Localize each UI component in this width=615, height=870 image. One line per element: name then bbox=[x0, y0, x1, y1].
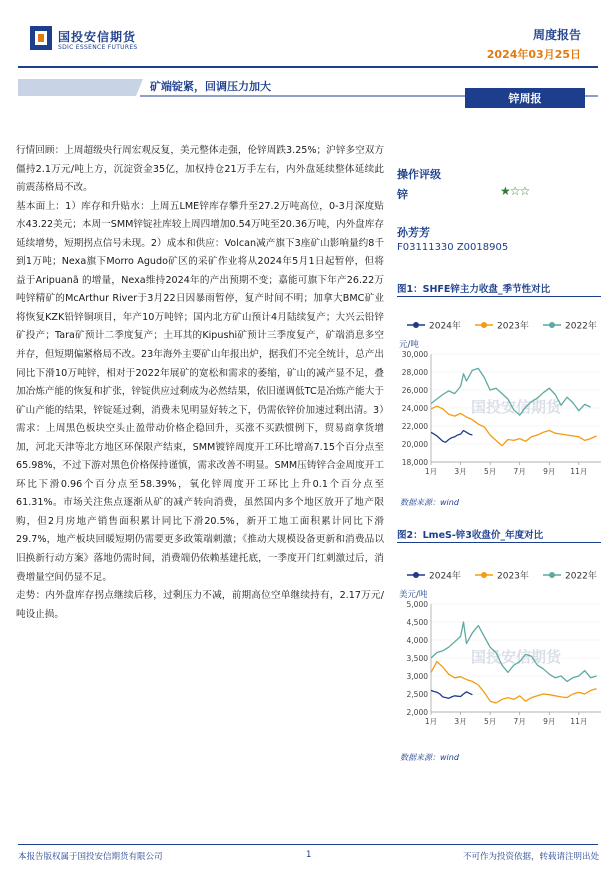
legend-label: 2024年 bbox=[429, 571, 461, 582]
chart2-title-rule bbox=[397, 542, 601, 543]
rating-item: 锌 bbox=[397, 188, 408, 201]
paragraph-trend: 走势：内外盘库存拐点继续后移，过剩压力不减，前期高位空单继续持有，2.17万元/吨设止损。 bbox=[16, 590, 384, 620]
star-filled-icon: ★ bbox=[500, 184, 510, 198]
watermark: 国投安信期货 bbox=[470, 398, 562, 416]
logo-name-en: SDIC ESSENCE FUTURES bbox=[58, 44, 138, 51]
legend-marker bbox=[481, 322, 487, 328]
y-tick-label: 3,000 bbox=[406, 672, 428, 681]
y-tick-label: 18,000 bbox=[401, 458, 428, 467]
analyst-name: 孙芳芳 bbox=[397, 226, 430, 239]
footer-disclaimer: 不可作为投资依据，转载请注明出处 bbox=[462, 852, 599, 862]
logo-mark-icon bbox=[30, 26, 52, 50]
star-empty-icon: ☆ bbox=[509, 184, 520, 198]
rating-stars bbox=[500, 184, 529, 198]
footer-divider bbox=[18, 844, 598, 845]
x-tick-label: 7月 bbox=[513, 467, 526, 476]
legend-label: 2023年 bbox=[497, 321, 529, 332]
y-tick-label: 4,500 bbox=[406, 618, 428, 627]
x-tick-label: 3月 bbox=[454, 717, 467, 726]
x-tick-label: 3月 bbox=[454, 467, 467, 476]
star-empty-icon: ☆ bbox=[519, 184, 530, 198]
chart1-source: 数据来源：wind bbox=[400, 498, 459, 507]
x-tick-label: 7月 bbox=[513, 717, 526, 726]
chart2-svg bbox=[397, 562, 609, 740]
y-tick-label: 30,000 bbox=[401, 350, 428, 359]
y-tick-label: 2,000 bbox=[406, 708, 428, 717]
legend-label: 2023年 bbox=[497, 571, 529, 582]
header-divider bbox=[18, 66, 598, 68]
x-tick-label: 11月 bbox=[570, 467, 588, 476]
rating-title: 操作评级 bbox=[397, 168, 441, 181]
y-tick-label: 4,000 bbox=[406, 636, 428, 645]
legend-label: 2022年 bbox=[565, 571, 597, 582]
legend-label: 2022年 bbox=[565, 321, 597, 332]
paragraph-fundamentals: 基本面上：1）库存和升贴水：上周五LME锌库存攀升至27.2万吨高位，0-3月深度贴水43.22美元；本周一SMM锌锭社库较上周四增加0.54万吨至20.36万吨，内外盘库存延续增势，短期拐点信号未现。2）成本和供应：Volcan减产旗下3座矿山影响量约8千到1万吨；Nexa旗下Morro Agudo矿区的采矿作业将从2024年5月1日起暂停，但将益于Aripuanã 的增量，Nexa维持2024年的产出预期不变；嘉能可旗下年产26.22万吨锌精矿的McArthur River于3月22日因暴雨暂停，复产时间不明；加拿大BMC矿业将恢复KZK铅锌铜项目，年产10万吨锌；国内北方矿山预计4月陆续复产；大兴云铅锌矿投产；Tara矿预计二季度复产；土耳其的Kipushi矿预计三季度复产，矿端消息多空并存，但短期偏紧格局不改。23年海外主要矿山年报出炉，据我们不完全统计，总产出同比下滑10万吨锌，相对于2022年展矿的宽松和需求的萎缩，矿山的减产显不足，叠加冶炼产能的恢复和扩张，锌锭供应过剩成为必然结果，依旧谨调低TC是冶炼产能大于矿山产能的结果，锌锭延过剩，消费未见明显好转之下，仍需依锌价加速过剩出清。3）需求：上周黑色板块空头止盈带动价格企稳回升，买涨不买跌惯例下，贸易商拿货增加，河北天津等北方地区环保限产结束，SMM镀锌周度开工环比增高7.15个百分点至65.98%，不过下游对黑色价格保持谨慎，需求改善不明显。SMM压铸锌合金周度开工环比下滑0.96个百分点至58.39%，氧化锌周度开工环比上升0.1个百分点至61.31%。市场关注焦点逐渐从矿的减产转向消费，虽然国内多个地区放开了地产限购，但2月房地产销售面积累计同比下滑20.5%，新开工地工面积累计同比下滑29.7%，地产板块回暖短期仍需要更多政策端刺激；《推动大规模设备更新和消费品以旧换新行动方案》落地仍需时间，消费端仍依赖基建托底，一季度开门红刺激过后，消费增量空间仍显不足。 bbox=[16, 200, 384, 583]
legend-marker bbox=[549, 572, 555, 578]
x-tick-label: 11月 bbox=[570, 717, 588, 726]
y-axis-unit: 元/吨 bbox=[399, 340, 419, 350]
x-tick-label: 9月 bbox=[543, 467, 556, 476]
chart2-title: 图2：LmeS-锌3收盘价_年度对比 bbox=[397, 530, 544, 541]
logo-name-cn: 国投安信期货 bbox=[58, 30, 137, 44]
y-tick-label: 3,500 bbox=[406, 654, 428, 663]
y-tick-label: 26,000 bbox=[401, 386, 428, 395]
legend-marker bbox=[413, 322, 419, 328]
chart1-title-rule bbox=[397, 296, 601, 297]
x-tick-label: 9月 bbox=[543, 717, 556, 726]
chart1-title: 图1：SHFE锌主力收盘_季节性对比 bbox=[397, 284, 551, 295]
report-body bbox=[16, 142, 384, 624]
y-tick-label: 28,000 bbox=[401, 368, 428, 377]
report-date: 2024年03月25日 bbox=[486, 48, 581, 61]
y-axis-unit: 美元/吨 bbox=[399, 590, 428, 600]
y-tick-label: 20,000 bbox=[401, 440, 428, 449]
footer-copyright: 本报告版权属于国投安信期货有限公司 bbox=[18, 852, 163, 862]
x-tick-label: 5月 bbox=[483, 467, 497, 476]
y-tick-label: 22,000 bbox=[401, 422, 428, 431]
legend-label: 2024年 bbox=[429, 321, 461, 332]
legend-marker bbox=[549, 322, 555, 328]
legend-marker bbox=[413, 572, 419, 578]
report-type: 周度报告 bbox=[532, 28, 581, 42]
x-tick-label: 1月 bbox=[424, 717, 438, 726]
page-number: 1 bbox=[306, 850, 312, 860]
section-tag: 锌周报 bbox=[465, 88, 585, 108]
y-tick-label: 5,000 bbox=[406, 600, 428, 609]
legend-marker bbox=[481, 572, 487, 578]
series-line-2024年 bbox=[431, 690, 472, 698]
paragraph-review: 行情回顾：上周超级央行周宏观反复，美元整体走强，伦锌周跌3.25%；沪锌多空双方僵持2.1万元/吨上方，沉淀资金35亿，加权持仓21万手左右，内外盘延续整体延续此前震荡格局不改。 bbox=[16, 145, 384, 194]
y-tick-label: 2,500 bbox=[406, 690, 428, 699]
y-tick-label: 24,000 bbox=[401, 404, 428, 413]
x-tick-label: 5月 bbox=[483, 717, 497, 726]
chart2-source: 数据来源：wind bbox=[400, 753, 459, 762]
x-tick-label: 1月 bbox=[424, 467, 438, 476]
report-tagline: 矿端锭紧，回调压力加大 bbox=[150, 80, 271, 93]
series-line-2023年 bbox=[431, 662, 597, 703]
series-line-2024年 bbox=[431, 431, 472, 443]
chart1-svg bbox=[397, 312, 609, 490]
watermark: 国投安信期货 bbox=[470, 648, 562, 666]
analyst-cert: F03111330 Z0018905 bbox=[397, 242, 509, 253]
company-logo bbox=[30, 24, 160, 60]
